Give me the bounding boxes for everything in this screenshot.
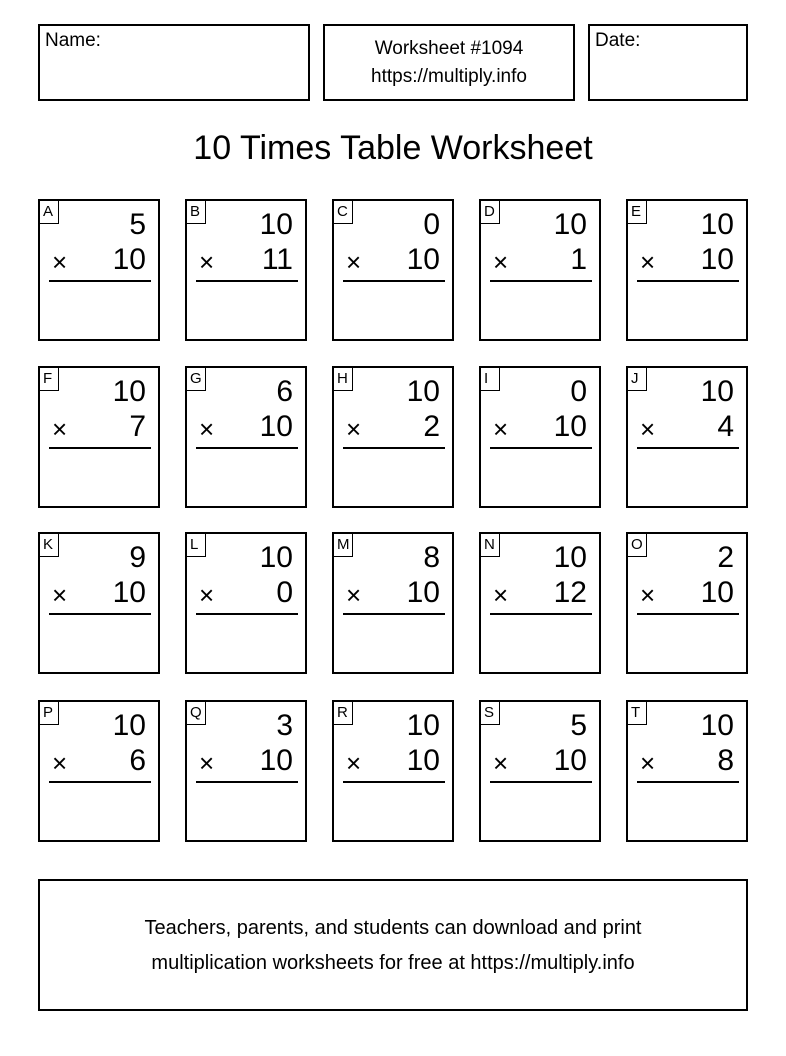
problem-card[interactable] [479, 700, 601, 842]
times-sign: × [52, 748, 68, 778]
problem-letter: L [186, 533, 206, 557]
answer-line [343, 781, 445, 783]
problem-letter: C [333, 200, 353, 224]
date-label: Date: [595, 30, 641, 51]
multiplier: 2 [423, 410, 440, 443]
name-field-box[interactable] [38, 24, 310, 101]
answer-line [49, 280, 151, 282]
problem-card[interactable] [332, 199, 454, 341]
multiplier: 10 [700, 576, 734, 609]
times-sign: × [640, 748, 656, 778]
times-sign: × [493, 414, 509, 444]
answer-line [196, 781, 298, 783]
problem-letter: I [480, 367, 500, 391]
multiplicand: 0 [570, 375, 587, 408]
answer-line [490, 447, 592, 449]
multiplier: 10 [406, 243, 440, 276]
multiplicand: 2 [717, 541, 734, 574]
multiplicand: 10 [406, 709, 440, 742]
footer-line-1: Teachers, parents, and students can download and print [144, 917, 642, 939]
multiplicand: 0 [423, 208, 440, 241]
multiplicand: 9 [129, 541, 146, 574]
multiplier: 10 [112, 576, 146, 609]
problem-card[interactable] [185, 700, 307, 842]
problem-card[interactable] [479, 532, 601, 674]
multiplier: 11 [261, 243, 293, 276]
multiplier: 8 [717, 744, 734, 777]
multiplicand: 5 [570, 709, 587, 742]
date-field-box[interactable] [588, 24, 748, 101]
multiplier: 10 [406, 744, 440, 777]
times-sign: × [52, 247, 68, 277]
problem-card[interactable] [626, 700, 748, 842]
times-sign: × [493, 247, 509, 277]
problem-letter: G [186, 367, 206, 391]
multiplicand: 10 [553, 208, 587, 241]
multiplicand: 10 [700, 709, 734, 742]
times-sign: × [199, 247, 215, 277]
multiplicand: 10 [259, 208, 293, 241]
problem-card[interactable] [38, 700, 160, 842]
problem-letter: D [480, 200, 500, 224]
problem-letter: S [480, 701, 500, 725]
multiplier: 7 [129, 410, 146, 443]
answer-line [49, 447, 151, 449]
multiplicand: 10 [259, 541, 293, 574]
problem-letter: B [186, 200, 206, 224]
multiplier: 10 [259, 744, 293, 777]
answer-line [343, 280, 445, 282]
problem-letter: N [480, 533, 500, 557]
problem-card[interactable] [479, 199, 601, 341]
times-sign: × [346, 580, 362, 610]
multiplicand: 10 [112, 375, 146, 408]
multiplier: 12 [553, 576, 587, 609]
footer-box [38, 879, 748, 1011]
times-sign: × [640, 414, 656, 444]
answer-line [343, 613, 445, 615]
multiplier: 10 [406, 576, 440, 609]
problem-letter: T [627, 701, 647, 725]
problem-card[interactable] [185, 532, 307, 674]
multiplier: 10 [553, 744, 587, 777]
multiplicand: 8 [423, 541, 440, 574]
answer-line [637, 613, 739, 615]
problem-card[interactable] [185, 199, 307, 341]
multiplicand: 10 [406, 375, 440, 408]
name-label: Name: [45, 30, 101, 51]
problem-letter: M [333, 533, 353, 557]
multiplicand: 5 [129, 208, 146, 241]
problem-letter: E [627, 200, 647, 224]
answer-line [490, 613, 592, 615]
answer-line [490, 781, 592, 783]
problem-letter: A [39, 200, 59, 224]
times-sign: × [346, 748, 362, 778]
problem-card[interactable] [185, 366, 307, 508]
multiplier: 10 [700, 243, 734, 276]
answer-line [637, 447, 739, 449]
times-sign: × [493, 580, 509, 610]
problem-card[interactable] [38, 532, 160, 674]
answer-line [49, 613, 151, 615]
times-sign: × [640, 247, 656, 277]
problem-letter: R [333, 701, 353, 725]
worksheet-info-box [323, 24, 575, 101]
multiplier: 4 [717, 410, 734, 443]
multiplicand: 10 [112, 709, 146, 742]
times-sign: × [52, 414, 68, 444]
answer-line [196, 613, 298, 615]
page-title: 10 Times Table Worksheet [193, 129, 593, 167]
multiplier: 10 [553, 410, 587, 443]
multiplicand: 10 [553, 541, 587, 574]
problem-letter: O [627, 533, 647, 557]
times-sign: × [199, 748, 215, 778]
problem-card[interactable] [332, 366, 454, 508]
problem-card[interactable] [479, 366, 601, 508]
times-sign: × [199, 580, 215, 610]
answer-line [196, 280, 298, 282]
problem-letter: J [627, 367, 647, 391]
problem-letter: Q [186, 701, 206, 725]
answer-line [196, 447, 298, 449]
multiplicand: 3 [276, 709, 293, 742]
times-sign: × [346, 414, 362, 444]
multiplier: 10 [112, 243, 146, 276]
website-url: https://multiply.info [371, 66, 527, 87]
problem-card[interactable] [332, 532, 454, 674]
answer-line [637, 781, 739, 783]
times-sign: × [199, 414, 215, 444]
answer-line [49, 781, 151, 783]
worksheet-number: Worksheet #1094 [374, 38, 524, 59]
problem-card[interactable] [38, 199, 160, 341]
multiplier: 1 [570, 243, 587, 276]
times-sign: × [346, 247, 362, 277]
multiplicand: 6 [276, 375, 293, 408]
footer-line-2: multiplication worksheets for free at https://multiply.info [151, 952, 635, 974]
problem-letter: P [39, 701, 59, 725]
answer-line [343, 447, 445, 449]
problem-card[interactable] [626, 366, 748, 508]
times-sign: × [493, 748, 509, 778]
problem-card[interactable] [626, 532, 748, 674]
multiplicand: 10 [700, 208, 734, 241]
problem-card[interactable] [38, 366, 160, 508]
multiplier: 0 [276, 576, 293, 609]
problem-card[interactable] [626, 199, 748, 341]
answer-line [637, 280, 739, 282]
times-sign: × [640, 580, 656, 610]
times-sign: × [52, 580, 68, 610]
problem-letter: K [39, 533, 59, 557]
multiplier: 10 [259, 410, 293, 443]
answer-line [490, 280, 592, 282]
problem-letter: H [333, 367, 353, 391]
problem-letter: F [39, 367, 59, 391]
multiplier: 6 [129, 744, 146, 777]
problem-card[interactable] [332, 700, 454, 842]
multiplicand: 10 [700, 375, 734, 408]
